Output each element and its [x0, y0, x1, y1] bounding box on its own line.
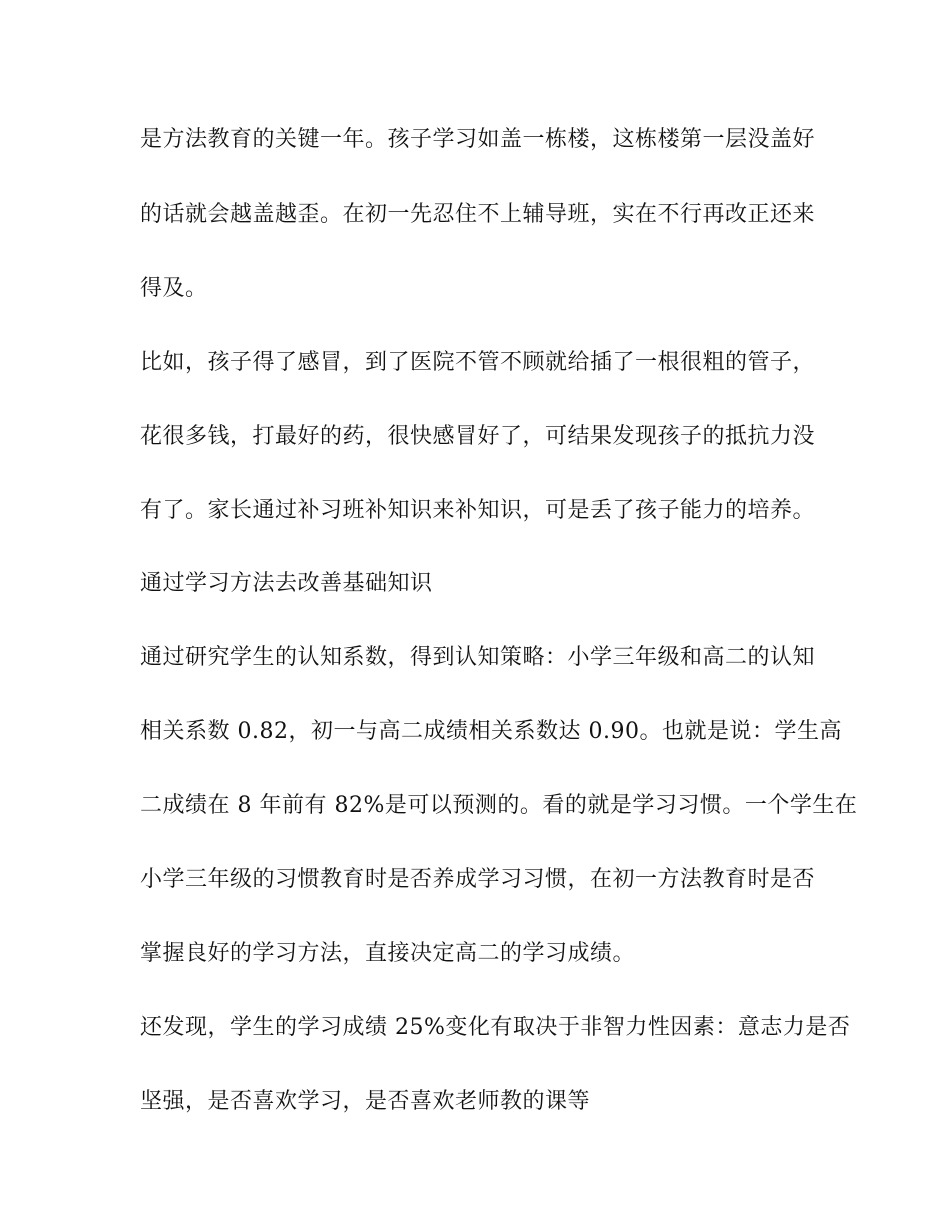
text-line: 有了。家长通过补习班补知识来补知识，可是丢了孩子能力的培养。 [140, 498, 816, 523]
text-line: 花很多钱，打最好的药，很快感冒好了，可结果发现孩子的抵抗力没 [140, 424, 816, 449]
text-line: 小学三年级的习惯教育时是否养成学习习惯，在初一方法教育时是否 [140, 867, 816, 892]
text-line: 通过研究学生的认知系数，得到认知策略：小学三年级和高二的认知 [140, 645, 816, 670]
text-line: 掌握良好的学习方法，直接决定高二的学习成绩。 [140, 941, 636, 966]
text-line: 的话就会越盖越歪。在初一先忍住不上辅导班，实在不行再改正还来 [140, 202, 816, 227]
text-line: 得及。 [140, 276, 208, 301]
text-line: 坚强，是否喜欢学习，是否喜欢老师教的课等 [140, 1089, 591, 1114]
text-line: 是方法教育的关键一年。孩子学习如盖一栋楼，这栋楼第一层没盖好 [140, 127, 816, 152]
text-line: 比如，孩子得了感冒，到了医院不管不顾就给插了一根很粗的管子， [140, 350, 816, 375]
section-heading: 通过学习方法去改善基础知识 [140, 571, 433, 596]
text-line: 二成绩在 8 年前有 82%是可以预测的。看的就是学习习惯。一个学生在 [140, 793, 858, 818]
text-line: 相关系数 0.82，初一与高二成绩相关系数达 0.90。也就是说：学生高 [140, 719, 842, 744]
text-line: 还发现，学生的学习成绩 25%变化有取决于非智力性因素：意志力是否 [140, 1015, 851, 1040]
